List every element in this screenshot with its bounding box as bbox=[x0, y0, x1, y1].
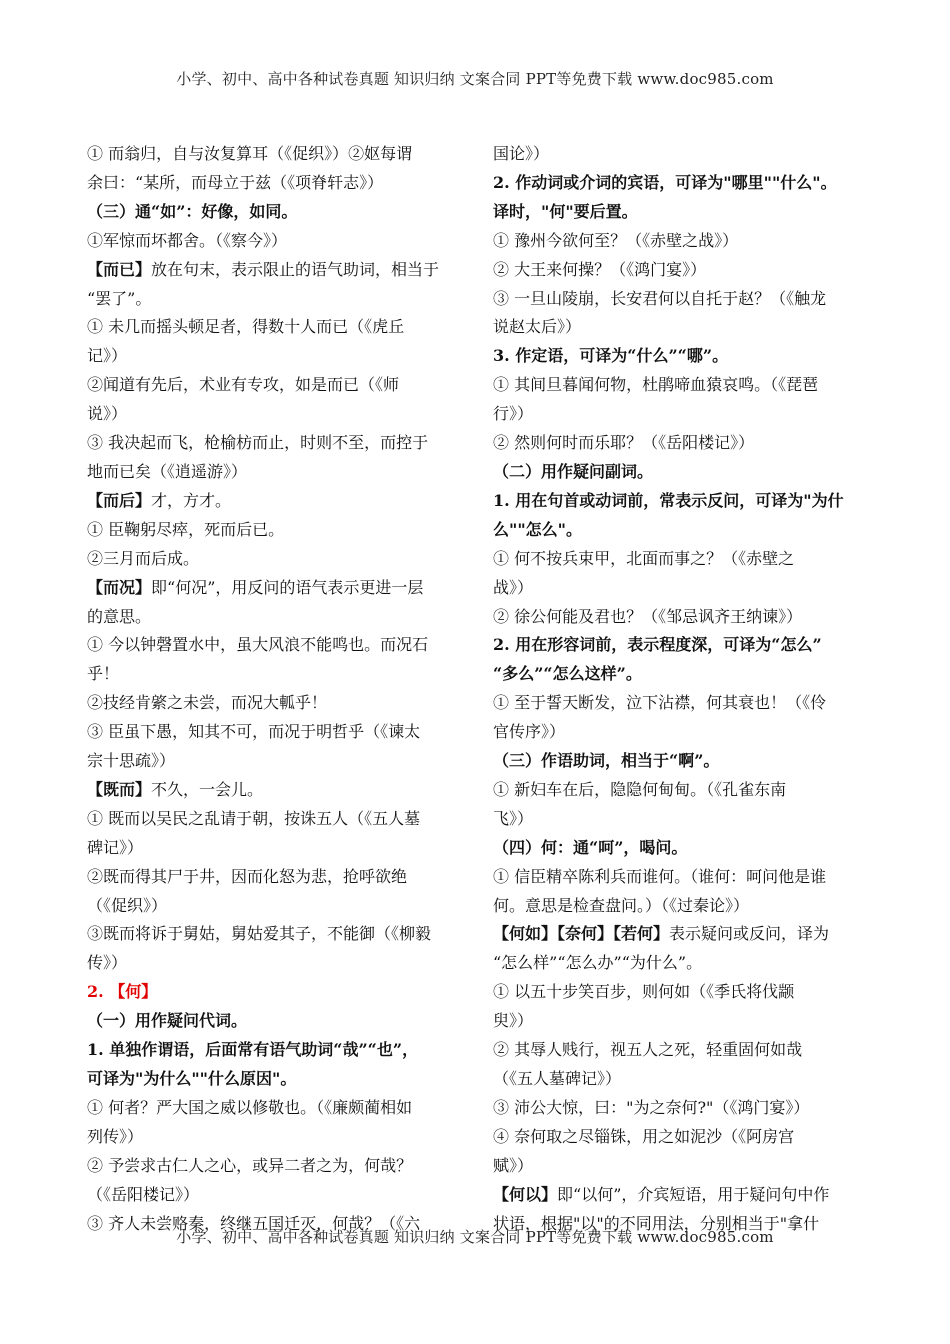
section-heading: （三）通“如”：好像，如同。 bbox=[87, 201, 298, 221]
text-line: 官传序》） bbox=[493, 722, 566, 742]
term-definition: 表示疑问或反问，译为 bbox=[669, 924, 830, 944]
term-definition: 即“何况”，用反问的语气表示更进一层 bbox=[151, 577, 424, 597]
term-definition: 不久，一会儿。 bbox=[151, 779, 264, 799]
right-column bbox=[493, 140, 875, 1238]
text-line: ① 以五十步笑百步，则何如（《季氏将伐颛 bbox=[493, 982, 795, 1002]
subsection-heading: 可译为"为什么""什么原因"。 bbox=[87, 1069, 297, 1088]
subsection-heading: 么""怎么"。 bbox=[493, 519, 583, 539]
text-line: （《促织》） bbox=[87, 895, 168, 915]
text-line: 记》） bbox=[87, 346, 128, 366]
main-heading: 2. 【何】 bbox=[87, 982, 158, 1002]
subsection-heading: 1. 用在句首或动词前，常表示反问，可译为"为什 bbox=[493, 490, 844, 510]
text-line: 飞》） bbox=[493, 808, 534, 828]
subsection-heading: 3. 作定语，可译为“什么”“哪”。 bbox=[493, 346, 729, 366]
term-definition: 放在句末，表示限止的语气助词，相当于 bbox=[151, 259, 440, 279]
text-line: 地而已矣（《逍遥游》） bbox=[87, 461, 248, 481]
subsection-heading: 1. 单独作谓语，后面常有语气助词“哉”“也”， bbox=[87, 1040, 419, 1060]
text-line: ③ 一旦山陵崩，长安君何以自托于赵？（《触龙 bbox=[493, 288, 827, 308]
text-line: ②闻道有先后，术业有专攻，如是而已（《师 bbox=[87, 375, 400, 395]
text-line: “罢了”。 bbox=[87, 288, 152, 308]
term-label: 【而已】 bbox=[87, 259, 152, 279]
text-line: ① 至于誓天断发，泣下沾襟，何其衰也！（《伶 bbox=[493, 693, 827, 713]
text-line: ② 予尝求古仁人之心，或异二者之为，何哉？ bbox=[87, 1155, 413, 1175]
text-line: （《岳阳楼记》） bbox=[87, 1184, 200, 1204]
header-banner: 小学、初中、高中各种试卷真题 知识归纳 文案合同 PPT等免费下载 www.doc985.com bbox=[176, 70, 774, 88]
text-line: 乎！ bbox=[87, 664, 120, 684]
section-heading: （二）用作疑问副词。 bbox=[493, 461, 654, 481]
text-line: 臾》） bbox=[493, 1011, 534, 1031]
text-line: 碑记》） bbox=[87, 837, 144, 857]
left-column bbox=[87, 140, 469, 1238]
text-line: 战》） bbox=[493, 577, 534, 597]
term-label: 【而后】 bbox=[87, 490, 152, 510]
text-line: 的意思。 bbox=[87, 606, 152, 626]
text-line: ① 未几而摇头顿足者，得数十人而已（《虎丘 bbox=[87, 317, 405, 337]
section-heading: （一）用作疑问代词。 bbox=[87, 1011, 248, 1031]
text-line: ① 而翁归，自与汝复算耳（《促织》）②妪每谓 bbox=[87, 144, 413, 163]
term-label: 【何如】【奈何】【若何】 bbox=[493, 924, 670, 944]
subsection-heading: 译时，"何"要后置。 bbox=[493, 201, 638, 221]
term-entry bbox=[87, 776, 469, 805]
text-line: ③既而将诉于舅姑，舅姑爱其子，不能御（《柳毅 bbox=[87, 924, 432, 944]
term-label: 【既而】 bbox=[87, 779, 152, 799]
term-entry bbox=[493, 1181, 875, 1210]
text-line: ④ 奈何取之尽锱铢，用之如泥沙（《阿房宫 bbox=[493, 1126, 795, 1146]
text-line: 说》） bbox=[87, 404, 128, 424]
text-line: ① 新妇车在后，隐隐何甸甸。（《孔雀东南 bbox=[493, 779, 787, 799]
text-line: ②既而得其尸于井，因而化怒为悲，抢呼欲绝 bbox=[87, 866, 408, 886]
text-line: ② 大王来何操？（《鸿门宴》） bbox=[493, 259, 707, 279]
term-label: 【何以】 bbox=[493, 1184, 558, 1204]
footer-banner: 小学、初中、高中各种试卷真题 知识归纳 文案合同 PPT等免费下载 www.doc985.com bbox=[176, 1228, 774, 1246]
subsection-heading: “多么”“怎么这样”。 bbox=[493, 664, 642, 684]
text-line: ① 信臣精卒陈利兵而谁何。（谁何：呵问他是谁 bbox=[493, 866, 827, 886]
text-line: “怎么样”“怎么办”“为什么”。 bbox=[493, 953, 703, 973]
text-line: ② 然则何时而乐耶？（《岳阳楼记》） bbox=[493, 433, 755, 453]
text-line: 何。意思是检查盘问。）（《过秦论》） bbox=[493, 895, 750, 915]
section-heading: （三）作语助词，相当于“啊”。 bbox=[493, 751, 720, 771]
text-line: ② 徐公何能及君也？（《邹忌讽齐王纳谏》） bbox=[493, 606, 803, 626]
text-line: ③ 我决起而飞，枪榆枋而止，时则不至，而控于 bbox=[87, 433, 429, 453]
text-line: 宗十思疏》） bbox=[87, 751, 176, 771]
term-entry bbox=[87, 256, 469, 285]
text-line: ① 何者？严大国之威以修敬也。（《廉颇蔺相如 bbox=[87, 1097, 413, 1117]
text-line: ③ 臣虽下愚，知其不可，而况于明哲乎（《谏太 bbox=[87, 722, 421, 742]
text-line: ③ 齐人未尝赂秦，终继五国迁灭，何哉？（《六 bbox=[87, 1213, 421, 1233]
term-definition: 即“以何”，介宾短语，用于疑问句中作 bbox=[557, 1184, 830, 1204]
term-entry bbox=[493, 920, 875, 949]
term-entry bbox=[87, 574, 469, 603]
text-line: 传》） bbox=[87, 953, 128, 973]
term-definition: 才，方才。 bbox=[151, 490, 232, 510]
section-heading: （四）何：通“呵”，喝问。 bbox=[493, 837, 688, 857]
text-line: ① 豫州今欲何至？（《赤壁之战》） bbox=[493, 230, 739, 250]
text-line: 赋》） bbox=[493, 1155, 534, 1175]
subsection-heading: 2. 作动词或介词的宾语，可译为"哪里""什么"。 bbox=[493, 172, 837, 192]
text-line: ① 既而以吴民之乱请于朝，按诛五人（《五人墓 bbox=[87, 808, 421, 828]
text-line: 状语，根据"以"的不同用法，分别相当于"拿什 bbox=[493, 1213, 820, 1233]
text-line: 列传》） bbox=[87, 1126, 144, 1146]
text-line: （《五人墓碑记》） bbox=[493, 1069, 622, 1088]
text-line: 说赵太后》） bbox=[493, 317, 582, 337]
text-line: ③ 沛公大惊，曰："为之奈何?"（《鸿门宴》） bbox=[493, 1097, 810, 1117]
text-line: ① 其间旦暮闻何物，杜鹃啼血猿哀鸣。（《琵琶 bbox=[493, 375, 819, 395]
text-line: 余曰：“某所，而母立于兹（《项脊轩志》） bbox=[87, 172, 384, 192]
text-line: ②三月而后成。 bbox=[87, 548, 200, 568]
text-line: ① 何不按兵束甲，北面而事之？（《赤壁之 bbox=[493, 548, 795, 568]
text-line: ①军惊而坏都舍。（《察今》） bbox=[87, 230, 288, 250]
text-line: ②技经肯綮之未尝，而况大軱乎！ bbox=[87, 693, 328, 713]
subsection-heading: 2. 用在形容词前，表示程度深，可译为“怎么” bbox=[493, 635, 822, 655]
text-line: ② 其辱人贱行，视五人之死，轻重固何如哉 bbox=[493, 1040, 803, 1060]
text-line: 国论》） bbox=[493, 144, 550, 163]
text-line: ① 臣鞠躬尽瘁，死而后已。 bbox=[87, 519, 285, 539]
text-line: ① 今以钟磬置水中，虽大风浪不能鸣也。而况石 bbox=[87, 635, 429, 655]
text-line: 行》） bbox=[493, 404, 534, 424]
term-label: 【而况】 bbox=[87, 577, 152, 597]
term-entry bbox=[87, 487, 469, 516]
